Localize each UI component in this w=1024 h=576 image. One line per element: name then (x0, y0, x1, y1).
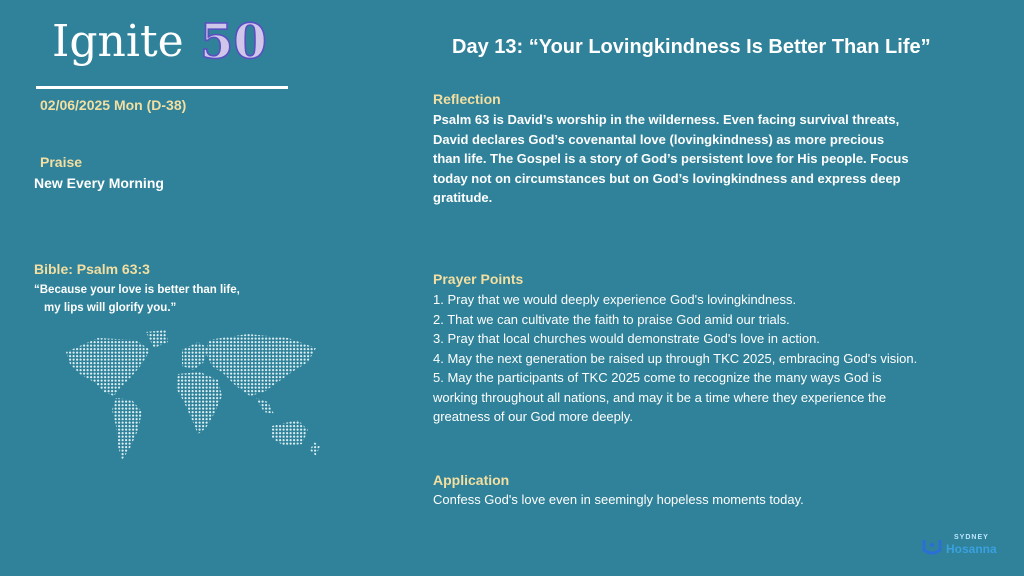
logo-top-text: SYDNEY (954, 534, 989, 541)
reflection-label: Reflection (433, 91, 501, 107)
prayer-item: working throughout all nations, and may it be a time where they experience the (433, 389, 887, 405)
prayer-item: 1. Pray that we would deeply experience God's lovingkindness. (433, 292, 797, 307)
logo-bottom-text: Hosanna (946, 542, 997, 556)
prayer-item: 4. May the next generation be raised up through TKC 2025, embracing God's vision. (433, 350, 918, 366)
prayer-item: 2. That we can cultivate the faith to praise God amid our trials. (433, 311, 790, 327)
application-label: Application (433, 472, 510, 488)
brand-number: 50 (200, 14, 267, 70)
reflection-text (433, 110, 993, 208)
application-text: Confess God's love even in seemingly hopeless moments today. (433, 492, 804, 507)
reflection-line: David declares God’s covenantal love (lovingkindness) as more precious (433, 131, 885, 147)
praise-song: New Every Morning (34, 175, 164, 191)
bible-quote-line2: my lips will glorify you.” (44, 302, 177, 314)
bible-quote-line1: “Because your love is better than life, (34, 284, 240, 296)
page-title: Day 13: “Your Lovingkindness Is Better Than Life” (452, 36, 931, 58)
reflection-line: today not on circumstances but on God’s lovingkindness and express deep (433, 170, 901, 186)
hosanna-logo-icon (922, 534, 998, 560)
brand-word: Ignite (52, 16, 184, 67)
brand-logo (52, 14, 292, 74)
bible-label: Bible: Psalm 63:3 (34, 261, 150, 277)
reflection-line: than life. The Gospel is a story of God’s persistent love for His people. Focus (433, 151, 909, 166)
prayer-item: 3. Pray that local churches would demonstrate God's love in action. (433, 331, 820, 346)
prayer-label: Prayer Points (433, 271, 524, 287)
prayer-item: greatness of our God more deeply. (433, 409, 633, 424)
prayer-item: 5. May the participants of TKC 2025 come to recognize the many ways God is (433, 370, 882, 385)
reflection-line: gratitude. (433, 190, 493, 205)
date-label: 02/06/2025 Mon (D-38) (40, 97, 187, 113)
logo-mark-icon (922, 536, 942, 556)
world-map-dots-icon (58, 330, 328, 475)
divider (36, 86, 288, 89)
praise-label: Praise (40, 154, 83, 170)
prayer-list (433, 290, 917, 427)
reflection-line: Psalm 63 is David’s worship in the wilderness. Even facing survival threats, (433, 112, 900, 127)
